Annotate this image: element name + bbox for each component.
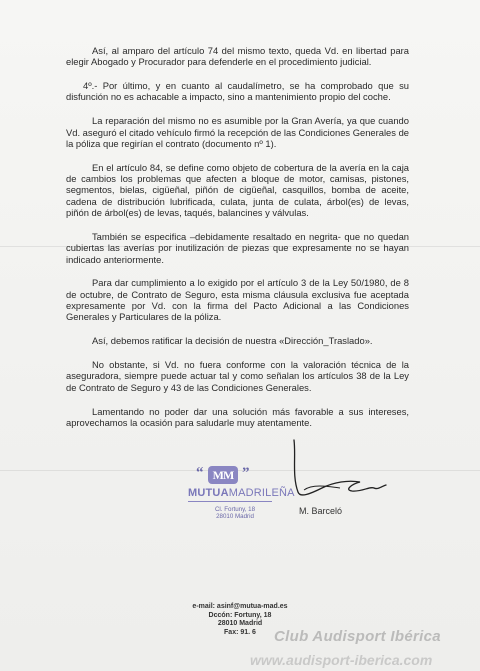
handwritten-signature [282,436,392,506]
paragraph: 4º.- Por último, y en cuanto al caudalímetro, se ha comprobado que su disfunción no es achacable a impacto, sino a mantenimiento propio del coche. [66,80,409,103]
footer-address: Dccón: Fortuny, 18 [208,611,272,619]
footer-fax: Fax: 91. 6 [224,628,256,636]
paragraph: También se especifica –debidamente resaltado en negrita- que no quedan cubiertas las averías por inutilización de piezas que expresamente no se hayan indicado anteriormente. [66,230,409,265]
logo-quote-right: ” [242,465,250,481]
signer-name: M. Barceló [299,506,343,516]
logo-quote-left: “ [196,465,204,481]
watermark-url: www.audisport-iberica.com [250,652,433,668]
paragraph: No obstante, si Vd. no fuera conforme con la valoración técnica de la aseguradora, siempre puede actuar tal y como señalan los artículos 38 de la Ley de Contrato de Seguro y 43 de las Condiciones Generales. [66,359,409,393]
watermark-title: Club Audisport Ibérica [274,628,441,645]
logo-divider [188,501,272,502]
paragraph: Así, debemos ratificar la decisión de nuestra «Dirección_Traslado». [92,335,373,347]
logo-wordmark: MUTUAMADRILEÑA [188,487,295,499]
letter-body [66,45,409,441]
logo-address: Cl. Fortuny, 18 28010 Madrid [214,506,256,521]
company-logo [188,465,295,526]
footer-email: e-mail: asinf@mutua-mad.es [192,603,288,610]
paragraph: Así, al amparo del artículo 74 del mismo texto, queda Vd. en libertad para elegir Abogado y Procurador para defenderle en el procedimiento judicial. [66,45,409,68]
paragraph: La reparación del mismo no es asumible por la Gran Avería, ya que cuando Vd. aseguró el citado vehículo firmó la recepción de las Condiciones Generales de la póliza que regirían el contrato (documento nº 1). [66,115,409,149]
paragraph: Para dar cumplimiento a lo exigido por el artículo 3 de la Ley 50/1980, de 8 de octubre, de Contrato de Seguro, esta misma cláusula exclusiva fue aceptada expresamente por Vd. con la firma del Pacto Adicional a las Condiciones Generales y Particulares de la póliza. [66,277,409,323]
footer-city: 28010 Madrid [217,620,263,628]
paragraph: Lamentando no poder dar una solución más favorable a sus intereses, aprovechamos la ocasión para saludarle muy atentamente. [66,405,409,428]
logo-mark: MM [208,466,238,484]
paragraph: En el artículo 84, se define como objeto de cobertura de la avería en la caja de cambios los problemas que afecten a bloque de motor, camisas, pistones, segmentos, bielas, cigüeñal, piñón de cigüeñal, casquillos, bomba de aceite, cadena de distribución lubrificada, culata, junta de culata, árbol(es) de levas, piñón de árbol(es) de levas, taqués, balancines y válvulas. [66,161,409,219]
